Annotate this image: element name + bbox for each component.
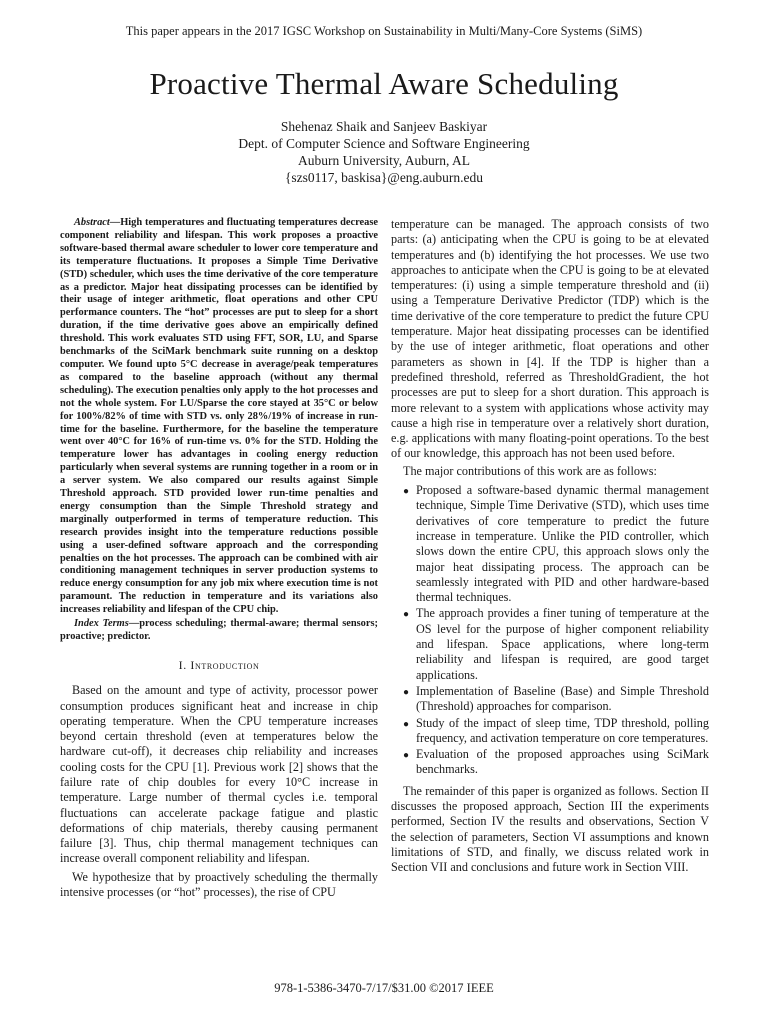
right-column [391,217,709,875]
abstract-text: —High temperatures and fluctuating temperatures decrease component reliability and lifespan. This work proposes a proactive software-based thermal aware scheduler to lower core temperature and its temperature fluctuations. It proposes a Simple Time Derivative (STD) scheduler, which uses the time derivative of the core temperature as a predictor. Major heat dissipating processes can be identified by their usage of integer arithmetic, float operations and other CPU performance counters. The “hot” processes are put to sleep for a short duration, if the time derivative goes above an empirically defined threshold. This work evaluates STD using FFT, SOR, LU, and Sparse benchmarks of the SciMark benchmark suite running on a desktop computer. We found upto 5°C decrease in average/peak temperatures as compared to the baseline approach (without any thermal scheduling). The execution penalties only apply to the hot processes and not the whole system. For LU/Sparse the core stayed at 35°C or below for 100%/82% of time with STD vs. only 28%/19% of increase in run-time for the baseline. Furthermore, for the baseline the temperature went over 40°C for 16% of run-time vs. 0% for the STD. Holding the temperature lower has advantages in cooling energy reduction particularly when several systems are running together in a room or in a server system. We also compared our results against Simple Threshold approach. STD provided lower run-time penalties and energy consumption than the Simple Threshold strategy and marginally outperformed in terms of temperature reduction. This research provides insight into the temperature reductions possible using a user-defined software approach and the corresponding penalties on the hot processes. The approach can be combined with air conditioning management techniques in server production systems to reduce energy consumption for any job mix where execution time is not paramount. The reduction in temperature and its variations also increases reliability and lifespan of the CPU chip. [60,217,378,616]
contributions-list [391,483,709,778]
contributions-intro: The major contributions of this work are as follows: [403,463,657,478]
author-department: Dept. of Computer Science and Software Engineering [238,136,530,151]
list-item-text: Implementation of Baseline (Base) and Simple Threshold (Threshold) approaches for comparison. [416,683,709,714]
intro-paragraph: We hypothesize that by proactively scheduling the thermally intensive processes (or “hot” processes), the rise of CPU [60,869,378,900]
author-university: Auburn University, Auburn, AL [298,153,470,168]
list-item-text: The approach provides a finer tuning of temperature at the OS level for the purpose of higher component reliability and lifespan. Space applications, where long-term reliability and lifespan is required, are good target applications. [416,606,709,682]
abstract [60,217,378,617]
author-names: Shehenaz Shaik and Sanjeev Baskiyar [280,119,488,134]
paper-title: Proactive Thermal Aware Scheduling [149,66,619,101]
body-paragraph: temperature can be managed. The approach consists of two parts: (a) anticipating when the CPU is going to be at elevated temperatures and (b) identifying the hot processes. We use two approaches to anticipate when the CPU is going to be at elevated temperatures: (i) using a simple temperature threshold and (ii) using a Temperature Derivative Predictor (TDP) which is the time derivative of the core temperature to predict the future CPU temperature. Major heat dissipating processes can be identified by the use of integer arithmetic, float operations and other parameters as shown in [4]. If the TDP is higher than a predefined threshold, referred as ThresholdGradient, the hot processes are put to sleep for a short duration. This approach is more relevant to a system with applications whose activity may cause a high rise in temperature over a relatively short duration, e.g. applications with many floating-point operations. To the best of our knowledge, this approach has not been used before. [391,217,709,461]
copyright-footer: 978-1-5386-3470-7/17/$31.00 ©2017 IEEE [274,981,494,995]
abstract-lead: Abstract [74,217,110,228]
bullet-icon: ● [403,609,410,621]
list-item [391,606,709,682]
list-item [391,716,709,747]
list-item-text: Evaluation of the proposed approaches using SciMark benchmarks. [416,747,709,777]
bullet-icon: ● [403,718,410,730]
bullet-icon: ● [403,686,410,698]
author-block [0,118,768,186]
intro-paragraph: Based on the amount and type of activity, processor power consumption produces significant heat and increase in chip operating temperature. When the CPU temperature increases beyond certain threshold (even at temperatures below the hardware cut-off), it decreases chip reliability and increases cooling costs for the CPU [1]. Previous work [2] shows that the failure rate of chip doubles for every 10°C increase in temperature. Large number of thermal cycles i.e. temporal fluctuations can accelerate package fatigue and plastic deformations of chip materials, thereby causing permanent failure [3]. Thus, chip thermal management techniques can increase overall component reliability and lifespan. [60,683,378,866]
list-item [391,483,709,605]
list-item-text: Proposed a software-based dynamic thermal management technique, Simple Time Derivative (STD), which uses time derivatives of core temperature to predict the future increase in temperature. Unlike the PID controller, which slows down the entire CPU, this approach slows only the major heat dissipating process. The approach can be seamlessly integrated with PID and other hardware-based thermal techniques. [416,483,709,605]
index-terms-text: —process scheduling; thermal-aware; thermal sensors; proactive; predictor. [60,618,378,642]
list-item-text: Study of the impact of sleep time, TDP threshold, polling frequency, and activation temperature on core temperatures. [416,715,709,745]
bullet-icon: ● [403,750,410,762]
organization-paragraph: The remainder of this paper is organized as follows. Section II discusses the proposed approach, Section III the experiments performed, Section IV the results and observations, Section V the selection of parameters, Section VI assumptions and known limitations of STD, and finally, we discuss related work in Section VII and conclusions and future work in Section VIII. [391,783,709,875]
index-terms-lead: Index Terms [74,618,129,630]
bullet-icon: ● [403,486,410,498]
venue-note: This paper appears in the 2017 IGSC Workshop on Sustainability in Multi/Many-Core Systems (SiMS) [125,24,643,38]
list-item [391,747,709,778]
author-email: {szs0117, baskisa}@eng.auburn.edu [284,170,484,185]
left-column [60,217,378,900]
list-item [391,684,709,715]
index-terms [60,618,378,644]
section-heading-introduction: I. Introduction [178,657,260,672]
